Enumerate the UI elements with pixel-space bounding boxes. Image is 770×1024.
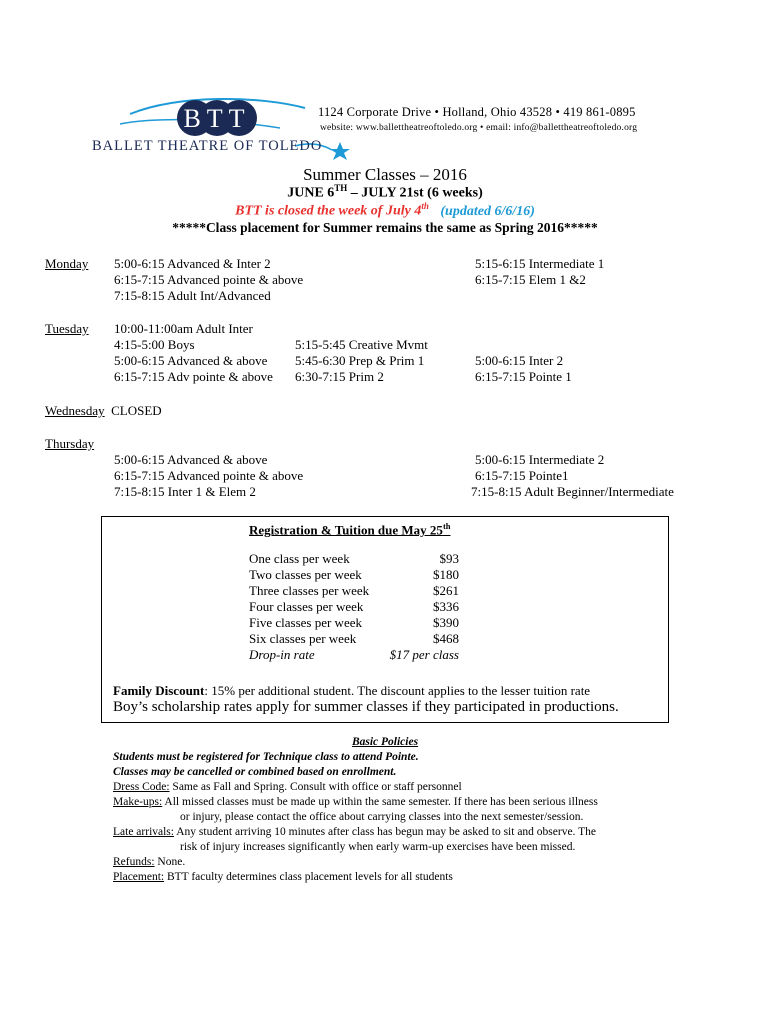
- family-discount: [113, 683, 590, 699]
- class-entry: 6:15-7:15 Advanced pointe & above: [114, 468, 304, 483]
- tuition-row-label: One class per week: [249, 551, 350, 566]
- day-label-tuesday: Tuesday: [45, 321, 89, 336]
- day-label-monday: Monday: [45, 256, 89, 271]
- thursday-col3: [471, 452, 674, 500]
- dates-pre: JUNE 6: [287, 185, 335, 201]
- boys-scholarship: Boy’s scholarship rates apply for summer classes if they participated in productions.: [113, 699, 619, 715]
- placement-text: BTT faculty determines class placement levels for all students: [164, 871, 453, 883]
- dates-sup: TH: [334, 183, 348, 193]
- dress-code-text: Same as Fall and Spring. Consult with office or staff personnel: [169, 781, 462, 793]
- policy-dress-code: [113, 780, 598, 795]
- late-arrivals-label: Late arrivals:: [113, 826, 174, 838]
- closed-notice: [0, 201, 770, 220]
- class-entry: 5:15-6:15 Intermediate 1: [475, 256, 605, 271]
- makeups-label: Make-ups:: [113, 796, 163, 808]
- class-entry: 5:00-6:15 Intermediate 2: [475, 452, 605, 467]
- class-entry: 7:15-8:15 Adult Beginner/Intermediate: [471, 484, 674, 499]
- tuesday-col1: [114, 321, 273, 385]
- class-entry: 5:15-5:45 Creative Mvmt: [295, 337, 428, 352]
- tuesday-col3: [475, 353, 572, 385]
- class-entry: 6:15-7:15 Elem 1 &2: [475, 272, 586, 287]
- class-entry: 6:30-7:15 Prim 2: [295, 369, 384, 384]
- updated-text: (updated 6/6/16): [440, 203, 535, 219]
- page-title: Summer Classes – 2016: [303, 165, 467, 184]
- closed-text: BTT is closed the week of July 4: [235, 203, 422, 219]
- wednesday-row: [45, 403, 162, 419]
- tuition-heading: Registration & Tuition due May 25th: [249, 521, 451, 538]
- class-entry: 4:15-5:00 Boys: [114, 337, 195, 352]
- class-entry: 7:15-8:15 Inter 1 & Elem 2: [114, 484, 256, 499]
- class-entry: 5:00-6:15 Advanced & Inter 2: [114, 256, 271, 271]
- class-entry: 5:00-6:15 Advanced & above: [114, 452, 268, 467]
- late-arrivals-text: Any student arriving 10 minutes after class has begun may be asked to sit and observe. The: [173, 826, 596, 838]
- thursday-col1: [114, 452, 303, 500]
- refunds-label: Refunds:: [113, 856, 155, 868]
- policy-makeups-cont: or injury, please contact the office about carrying classes into the next semester/session.: [180, 811, 584, 823]
- policy-enrollment: Classes may be cancelled or combined based on enrollment.: [113, 766, 397, 778]
- day-label-thursday: Thursday: [45, 436, 95, 451]
- dress-code-label: Dress Code:: [113, 781, 170, 793]
- tuesday-col2: [295, 337, 428, 385]
- tuition-prices: [375, 551, 459, 663]
- placement-label: Placement:: [113, 871, 165, 883]
- day-label-wednesday: Wednesday: [45, 403, 105, 418]
- placement-note: *****Class placement for Summer remains the same as Spring 2016*****: [172, 220, 598, 235]
- policy-placement: [113, 870, 598, 885]
- class-entry: 7:15-8:15 Adult Int/Advanced: [114, 288, 271, 303]
- policy-refunds: [113, 855, 598, 870]
- tuition-row-price: $93: [439, 551, 459, 566]
- class-entry: 5:00-6:15 Inter 2: [475, 353, 564, 368]
- class-entry: 5:45-6:30 Prep & Prim 1: [295, 353, 425, 368]
- policies-heading: Basic Policies: [351, 736, 419, 748]
- policy-late-arrivals-cont: risk of injury increases significantly when early warm-up exercises have been missed.: [180, 841, 576, 853]
- tuition-row-label: Six classes per week: [249, 631, 357, 646]
- class-entry: 6:15-7:15 Pointe 1: [475, 369, 572, 384]
- web-email-line: website: www.ballettheatreoftoledo.org • email: info@ballettheatreoftoledo.org: [320, 123, 638, 133]
- closed-sup: th: [421, 201, 429, 211]
- dates-post: – JULY 21st (6 weeks): [347, 185, 483, 201]
- address-line: 1124 Corporate Drive • Holland, Ohio 43528 • 419 861-0895: [318, 105, 636, 119]
- tuition-row-label: Four classes per week: [249, 599, 364, 614]
- org-name: BALLET THEATRE OF TOLEDO: [92, 138, 323, 154]
- monday-col1: [114, 256, 303, 304]
- family-discount-text: : 15% per additional student. The discount applies to the lesser tuition rate: [204, 683, 591, 698]
- policy-technique: Students must be registered for Technique class to attend Pointe.: [113, 751, 419, 763]
- refunds-text: None.: [154, 856, 186, 868]
- tuition-row-price: $180: [433, 567, 459, 582]
- dropin-label: Drop-in rate: [249, 647, 315, 662]
- class-entry: 6:15-7:15 Adv pointe & above: [114, 369, 273, 384]
- makeups-text: All missed classes must be made up within the same semester. If there has been serious illness: [162, 796, 598, 808]
- tuition-labels: [249, 551, 369, 663]
- class-entry: 5:00-6:15 Advanced & above: [114, 353, 268, 368]
- monday-col3: [475, 256, 604, 288]
- wednesday-note: CLOSED: [111, 403, 162, 418]
- tuition-row-label: Three classes per week: [249, 583, 370, 598]
- tuition-row-price: $468: [433, 631, 459, 646]
- class-entry: 10:00-11:00am Adult Inter: [114, 321, 253, 336]
- family-discount-label: Family Discount: [113, 683, 205, 698]
- tuition-row-label: Five classes per week: [249, 615, 362, 630]
- dropin-price: $17 per class: [389, 647, 459, 662]
- tuition-row-price: $336: [433, 599, 459, 614]
- tuition-row-price: $390: [433, 615, 459, 630]
- tuition-row-price: $261: [433, 583, 459, 598]
- tuition-row-label: Two classes per week: [249, 567, 362, 582]
- logo-letters: BTT: [183, 104, 251, 133]
- policy-makeups: [113, 795, 598, 810]
- policies-body: [113, 750, 598, 885]
- policy-late-arrivals: [113, 825, 598, 840]
- class-entry: 6:15-7:15 Advanced pointe & above: [114, 272, 304, 287]
- class-entry: 6:15-7:15 Pointe1: [475, 468, 569, 483]
- logo-star-icon: [330, 142, 350, 160]
- session-dates: [0, 183, 770, 202]
